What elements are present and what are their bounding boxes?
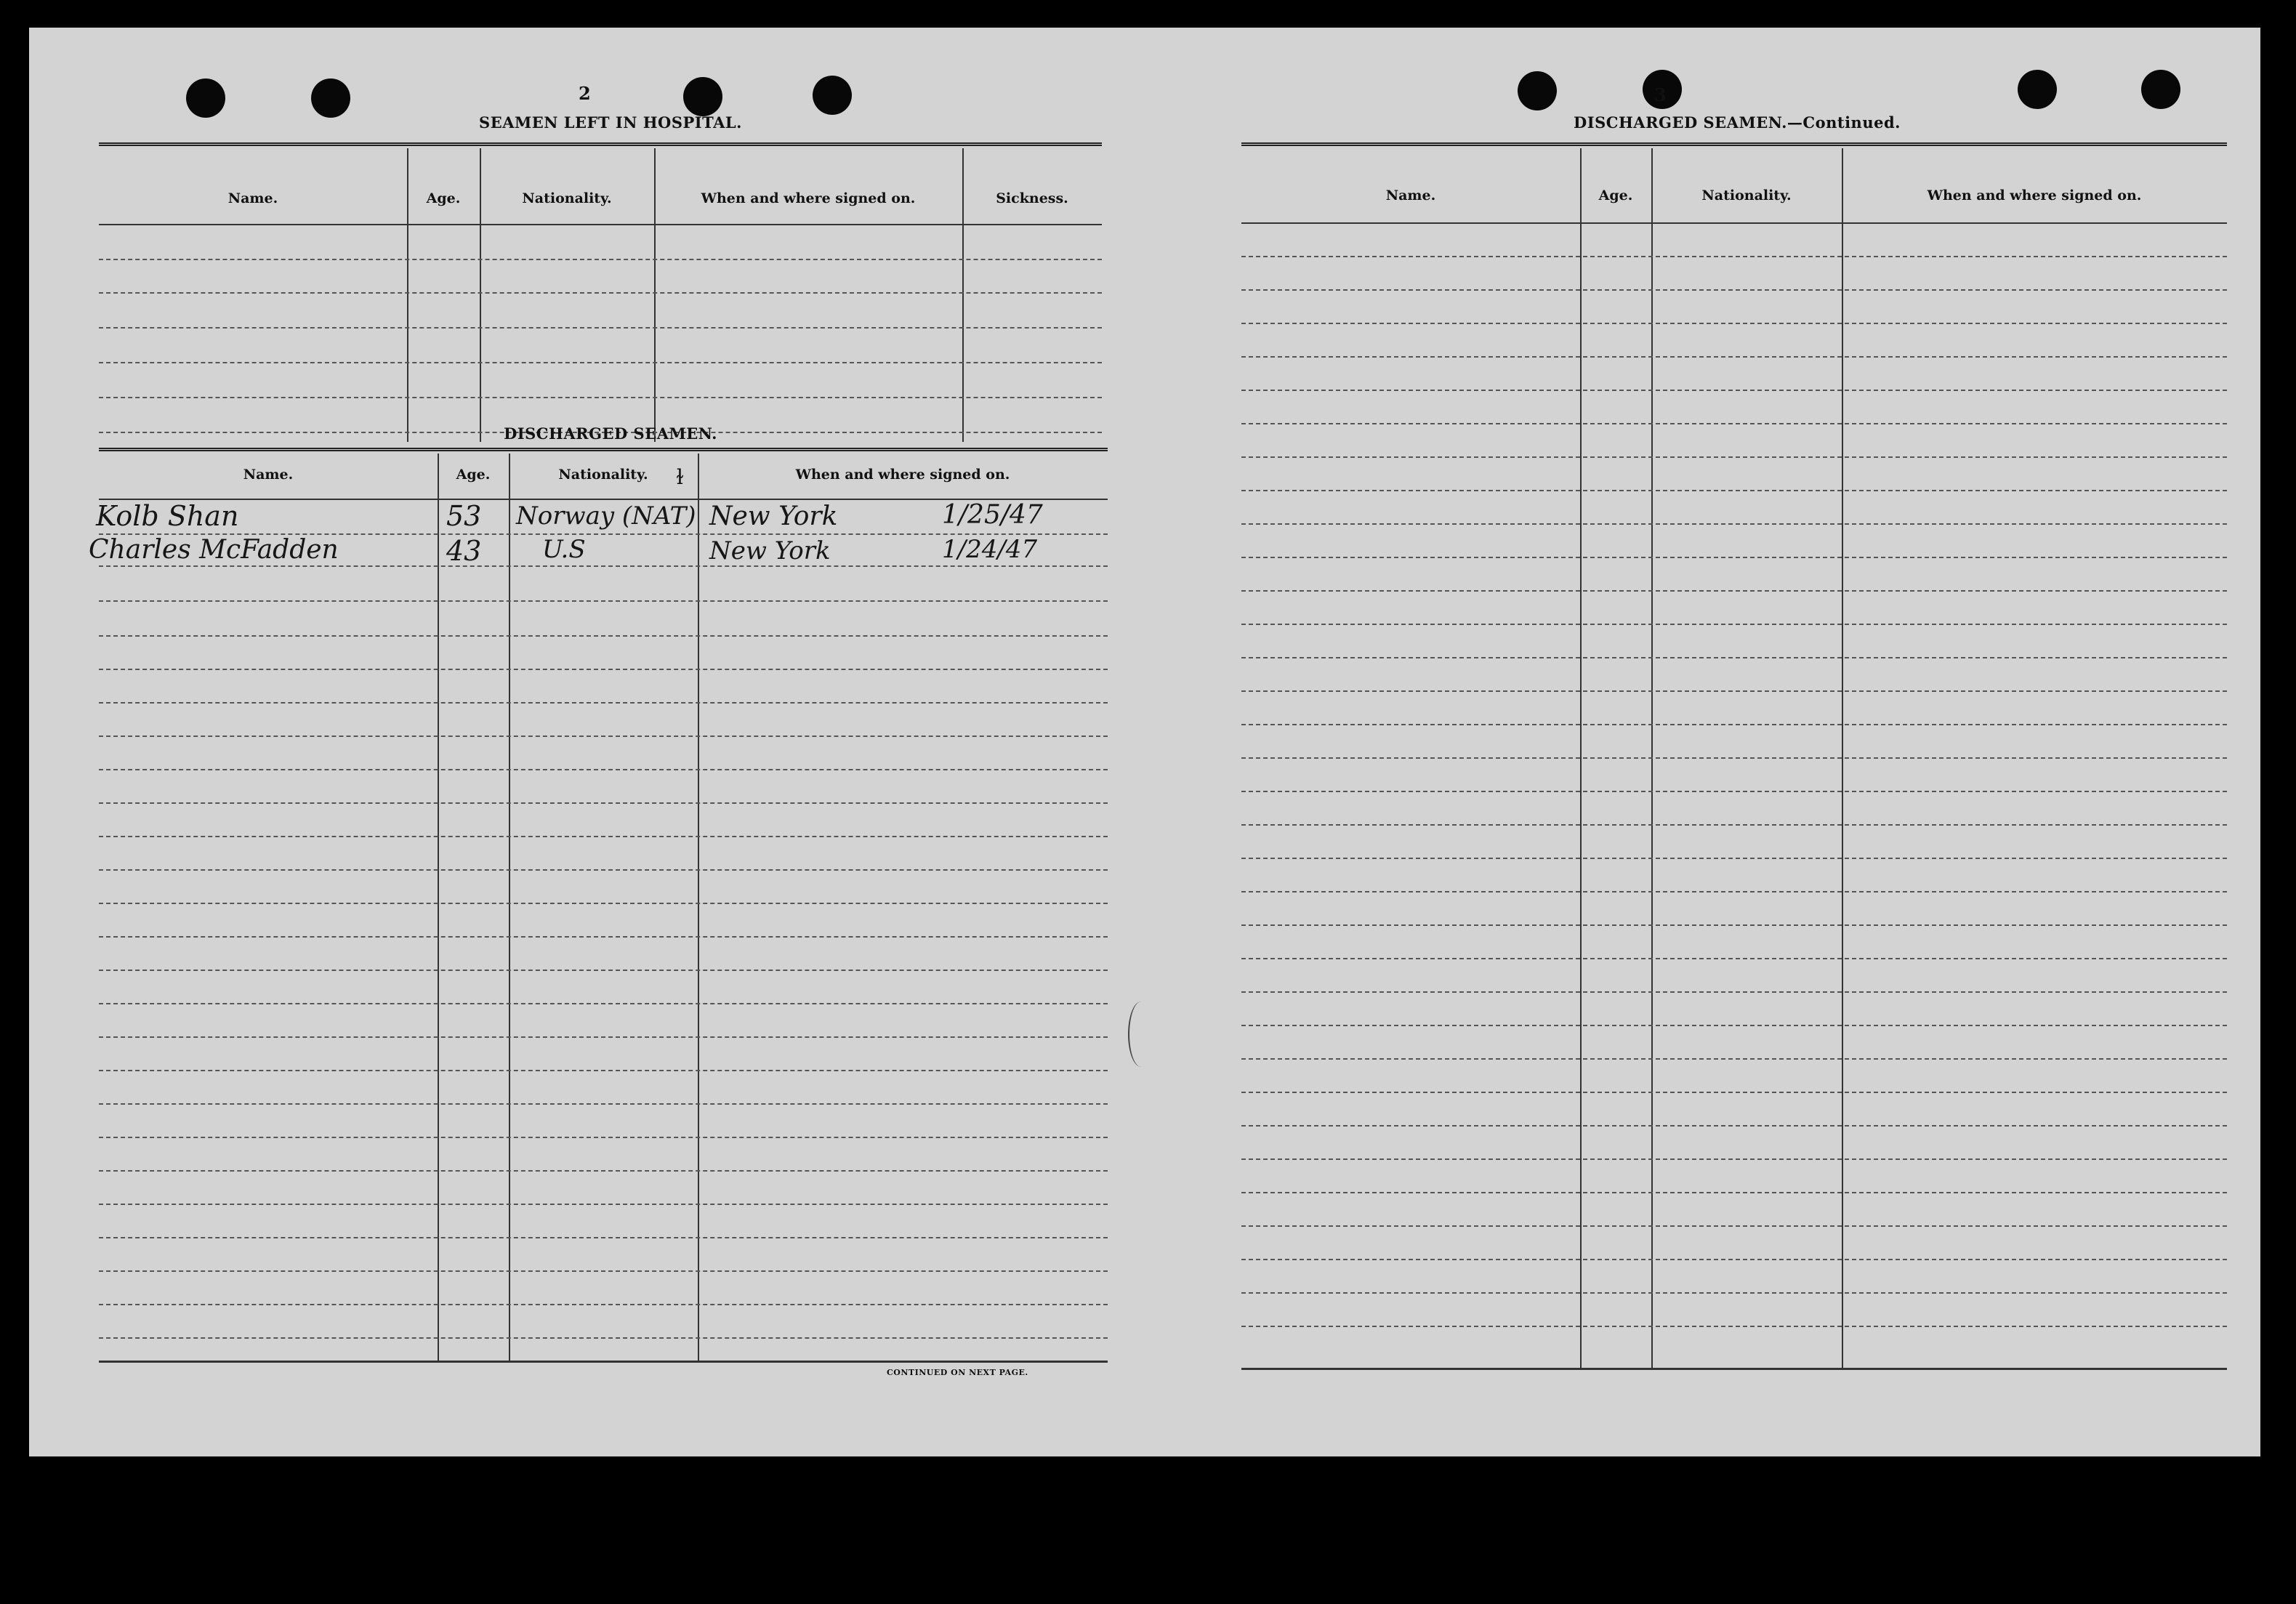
entry-place: New York [709,501,838,531]
ink-mark: ɫ [676,465,684,489]
punch-hole [186,78,225,118]
page-number: 3 [1654,84,1667,105]
fold-mark [1128,1002,1154,1067]
right-page [1163,28,2260,1456]
continued-header-age: Age. [1598,188,1633,203]
entry-age: 53 [446,500,482,532]
discharged-header-name: Name. [243,467,294,483]
entry-nationality: Norway (NAT) [516,501,696,531]
punch-hole [683,77,722,116]
punch-hole [1518,71,1557,110]
entry-place: New York [709,536,831,565]
continued-header-name: Name. [1385,188,1436,203]
form-sheet [29,28,2260,1456]
left-page [29,28,1163,1456]
discharged-section-title: DISCHARGED SEAMEN. [504,424,717,443]
discharged-header-age: Age. [456,467,491,483]
punch-hole [2141,70,2180,109]
hospital-header-name: Name. [227,190,278,206]
continued-header-signed-on: When and where signed on. [1927,188,2142,203]
hospital-header-signed-on: When and where signed on. [701,190,916,206]
punch-hole [311,78,350,118]
continued-note: CONTINUED ON NEXT PAGE. [887,1368,1028,1377]
continued-header-nationality: Nationality. [1701,188,1792,203]
entry-date: 1/25/47 [942,500,1043,530]
entry-nationality: U.S [542,535,586,564]
discharged-header-nationality: Nationality. [558,467,648,483]
entry-name: Charles McFadden [89,535,339,565]
discharged-table [89,448,1108,1363]
hospital-header-age: Age. [426,190,461,206]
page-number: 2 [579,83,591,104]
discharged-continued-table [1241,142,2227,1371]
entry-age: 43 [446,535,482,567]
hospital-table [99,142,1102,442]
entry-name: Kolb Shan [96,500,239,532]
hospital-header-sickness: Sickness. [996,190,1068,206]
entry-date: 1/24/47 [942,535,1038,564]
hospital-section-title: SEAMEN LEFT IN HOSPITAL. [479,113,742,132]
discharged-continued-title: DISCHARGED SEAMEN.—Continued. [1574,113,1901,132]
punch-hole [2018,70,2057,109]
hospital-header-nationality: Nationality. [522,190,612,206]
discharged-header-signed-on: When and where signed on. [795,467,1010,483]
punch-hole [813,76,852,115]
